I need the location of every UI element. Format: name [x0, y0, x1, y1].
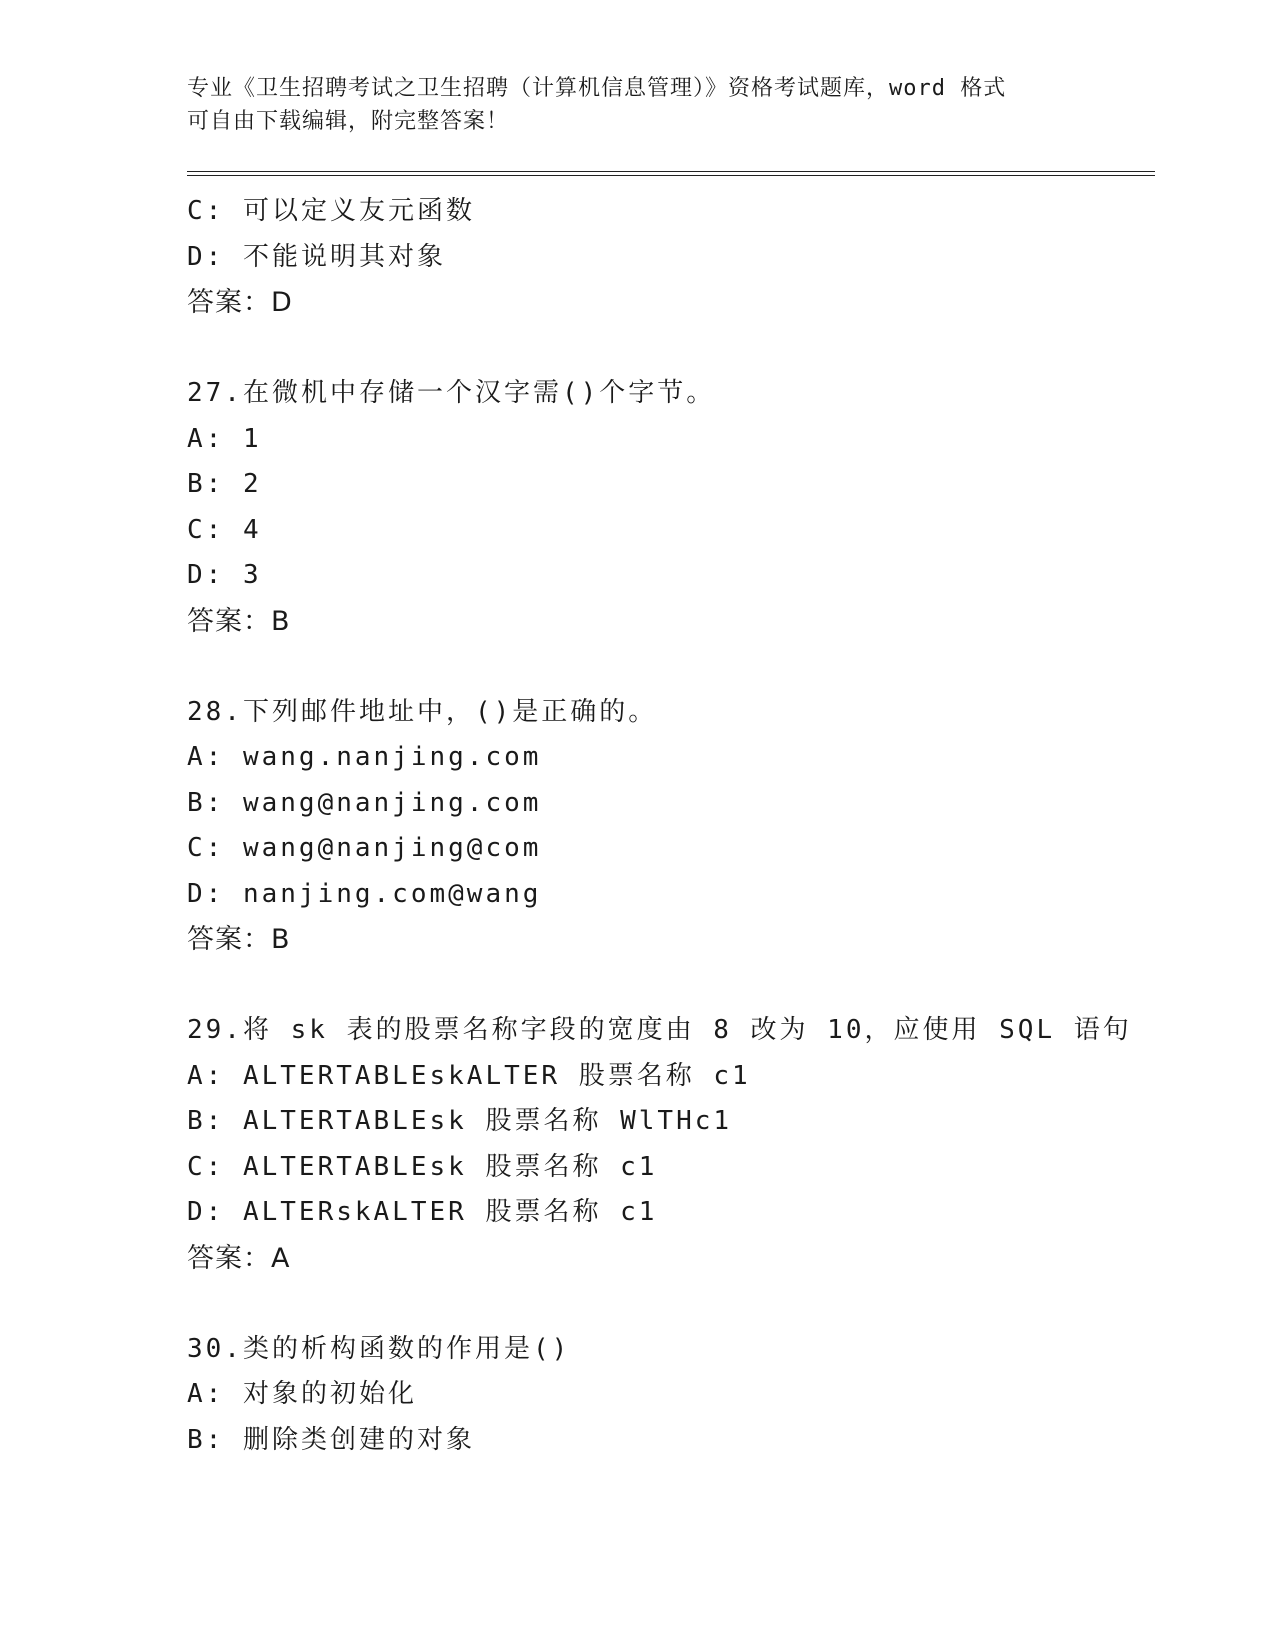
option-c: C: wang@nanjing@com — [187, 833, 542, 863]
option-c: C: ALTERTABLEsk 股票名称 c1 — [187, 1151, 658, 1182]
option-b: B: wang@nanjing.com — [187, 787, 542, 818]
option-b: B: ALTERTABLEsk 股票名称 WlTHc1 — [187, 1106, 733, 1136]
answer-line: 答案：B — [187, 605, 291, 637]
header-line-2: 可自由下载编辑，附完整答案！ — [187, 109, 510, 134]
option-b: B: 删除类创建的对象 — [187, 1424, 475, 1455]
spacer — [187, 1281, 1155, 1327]
option-d: D: nanjing.com@wang — [187, 878, 542, 909]
answer-line: 答案：A — [187, 1242, 291, 1274]
option-a: A: 1 — [187, 423, 262, 454]
option-c: C: 4 — [187, 514, 262, 545]
question-stem: 29.将 sk 表的股票名称字段的宽度由 8 改为 10，应使用 SQL 语句 — [187, 1015, 1132, 1045]
answer-line: 答案：D — [187, 287, 293, 318]
question-stem: 27.在微机中存储一个汉字需()个字节。 — [187, 378, 716, 408]
option-d: D: 3 — [187, 560, 262, 590]
option-a: A: 对象的初始化 — [187, 1379, 417, 1409]
spacer — [187, 644, 1155, 690]
spacer — [187, 963, 1155, 1009]
option-a: A: ALTERTABLEskALTER 股票名称 c1 — [187, 1060, 751, 1091]
option-b: B: 2 — [187, 469, 262, 499]
header-line-1: 专业《卫生招聘考试之卫生招聘（计算机信息管理）》资格考试题库，word 格式 — [187, 76, 1007, 101]
option-d: D: 不能说明其对象 — [187, 241, 446, 272]
option-d: D: ALTERskALTER 股票名称 c1 — [187, 1197, 658, 1227]
option-a: A: wang.nanjing.com — [187, 742, 542, 772]
question-stem: 28.下列邮件地址中，()是正确的。 — [187, 696, 658, 727]
header-divider-top — [187, 171, 1155, 172]
question-list — [187, 189, 1155, 1463]
option-c: C: 可以定义友元函数 — [187, 196, 475, 226]
spacer — [187, 326, 1155, 372]
answer-line: 答案：B — [187, 924, 291, 955]
question-stem: 30.类的析构函数的作用是() — [187, 1333, 571, 1364]
document-header — [187, 72, 1087, 138]
header-divider-bottom — [187, 175, 1155, 176]
